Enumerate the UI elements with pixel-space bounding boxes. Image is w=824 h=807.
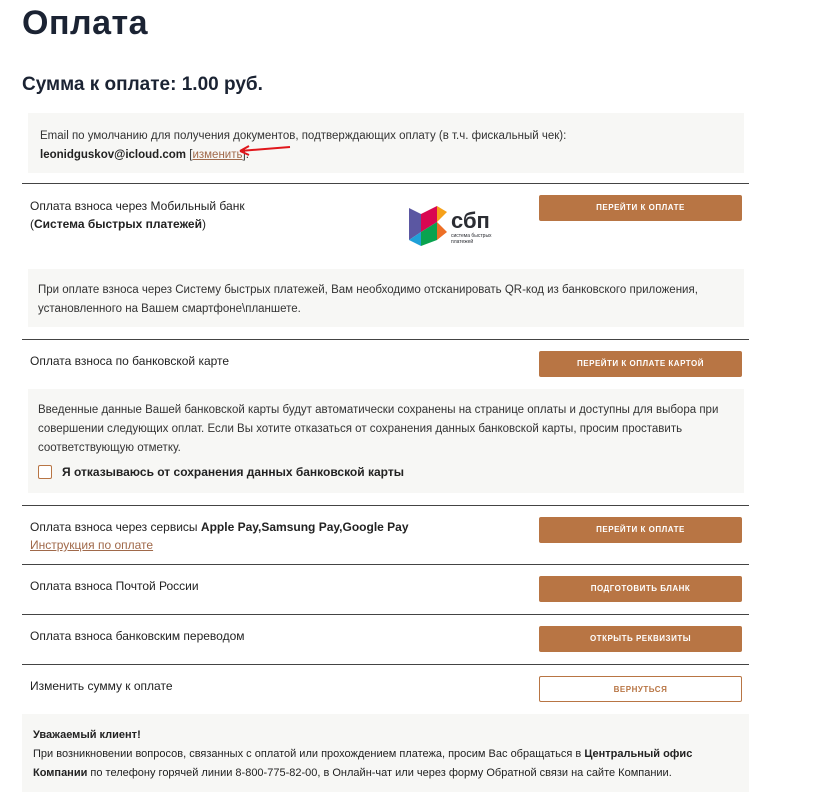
sbp-info-panel: При оплате взноса через Систему быстрых платежей, Вам необходимо отсканировать QR-код из банковского приложения, установленного на Вашем смартфоне\планшете. <box>28 269 744 327</box>
notice-text-after: по телефону горячей линии 8-800-775-82-00, в Онлайн-чат или через форму Обратной связи на сайте Компании. <box>87 767 672 779</box>
divider <box>22 664 749 665</box>
notice-office: Центральный офис Компании <box>33 748 693 779</box>
wallets-pay-button[interactable]: ПЕРЕЙТИ К ОПЛАТЕ <box>539 517 742 543</box>
sbp-pay-button[interactable]: ПЕРЕЙТИ К ОПЛАТЕ <box>539 195 742 221</box>
notice-text <box>33 745 738 783</box>
change-email-link[interactable]: изменить <box>192 149 243 161</box>
wallets-label <box>30 518 409 554</box>
wallets-label-prefix: Оплата взноса через сервисы <box>30 520 201 534</box>
optout-checkbox-label: Я отказываюсь от сохранения данных банковской карты <box>62 465 404 479</box>
divider <box>22 614 749 615</box>
save-card-optout[interactable] <box>38 465 404 479</box>
notice-title: Уважаемый клиент! <box>33 729 141 741</box>
sbp-logo-text: сбп <box>451 208 490 233</box>
back-button[interactable]: ВЕРНУТЬСЯ <box>539 676 742 702</box>
bracket-open: [ <box>189 149 193 161</box>
red-arrow-annotation <box>238 143 294 157</box>
card-label: Оплата взноса по банковской карте <box>30 354 230 368</box>
client-notice <box>22 714 749 792</box>
sbp-paren-open: ( <box>30 217 34 231</box>
amount-due: Сумма к оплате: 1.00 руб. <box>22 74 263 95</box>
sbp-paren-close: ) <box>201 217 206 231</box>
transfer-label: Оплата взноса банковским переводом <box>30 629 245 643</box>
sbp-label-line2 <box>30 215 245 233</box>
post-form-button[interactable]: ПОДГОТОВИТЬ БЛАНК <box>539 576 742 602</box>
sbp-logo-sub2: платежей <box>451 239 474 245</box>
divider <box>22 183 749 184</box>
page-title: Оплата <box>22 4 149 42</box>
notice-text-before: При возникновении вопросов, связанных с оплатой или прохождением платежа, просим Вас обращаться в <box>33 748 585 760</box>
bracket-close: ]. <box>242 149 249 161</box>
change-amount-label: Изменить сумму к оплате <box>30 679 173 693</box>
sbp-logo-sub1: система быстрых <box>451 233 492 239</box>
wallets-services: Apple Pay,Samsung Pay,Google Pay <box>200 520 409 534</box>
email-info-panel <box>28 113 744 173</box>
sbp-system-name: Система быстрых платежей <box>34 217 202 231</box>
sbp-label <box>30 197 245 233</box>
email-line <box>40 146 732 165</box>
transfer-details-button[interactable]: ОТКРЫТЬ РЕКВИЗИТЫ <box>539 626 742 652</box>
optout-checkbox[interactable] <box>38 465 52 479</box>
post-label: Оплата взноса Почтой России <box>30 579 199 593</box>
card-pay-button[interactable]: ПЕРЕЙТИ К ОПЛАТЕ КАРТОЙ <box>539 351 742 377</box>
sbp-label-line1: Оплата взноса через Мобильный банк <box>30 199 245 213</box>
email-note: Email по умолчанию для получения документов, подтверждающих оплату (в т.ч. фискальный чек): <box>40 130 567 142</box>
card-info-text: Введенные данные Вашей банковской карты будут автоматически сохранены на странице оплаты и доступны для выбора при совершении следующих оплат. Если Вы хотите отказаться от сохранения данных банковской карты, просим проставить соответствующую отметку. <box>38 404 719 454</box>
divider <box>22 505 749 506</box>
email-address: leonidguskov@icloud.com <box>40 149 187 161</box>
divider <box>22 339 749 340</box>
sbp-logo <box>407 202 507 248</box>
divider <box>22 564 749 565</box>
wallets-instruction-link[interactable]: Инструкция по оплате <box>30 538 154 552</box>
